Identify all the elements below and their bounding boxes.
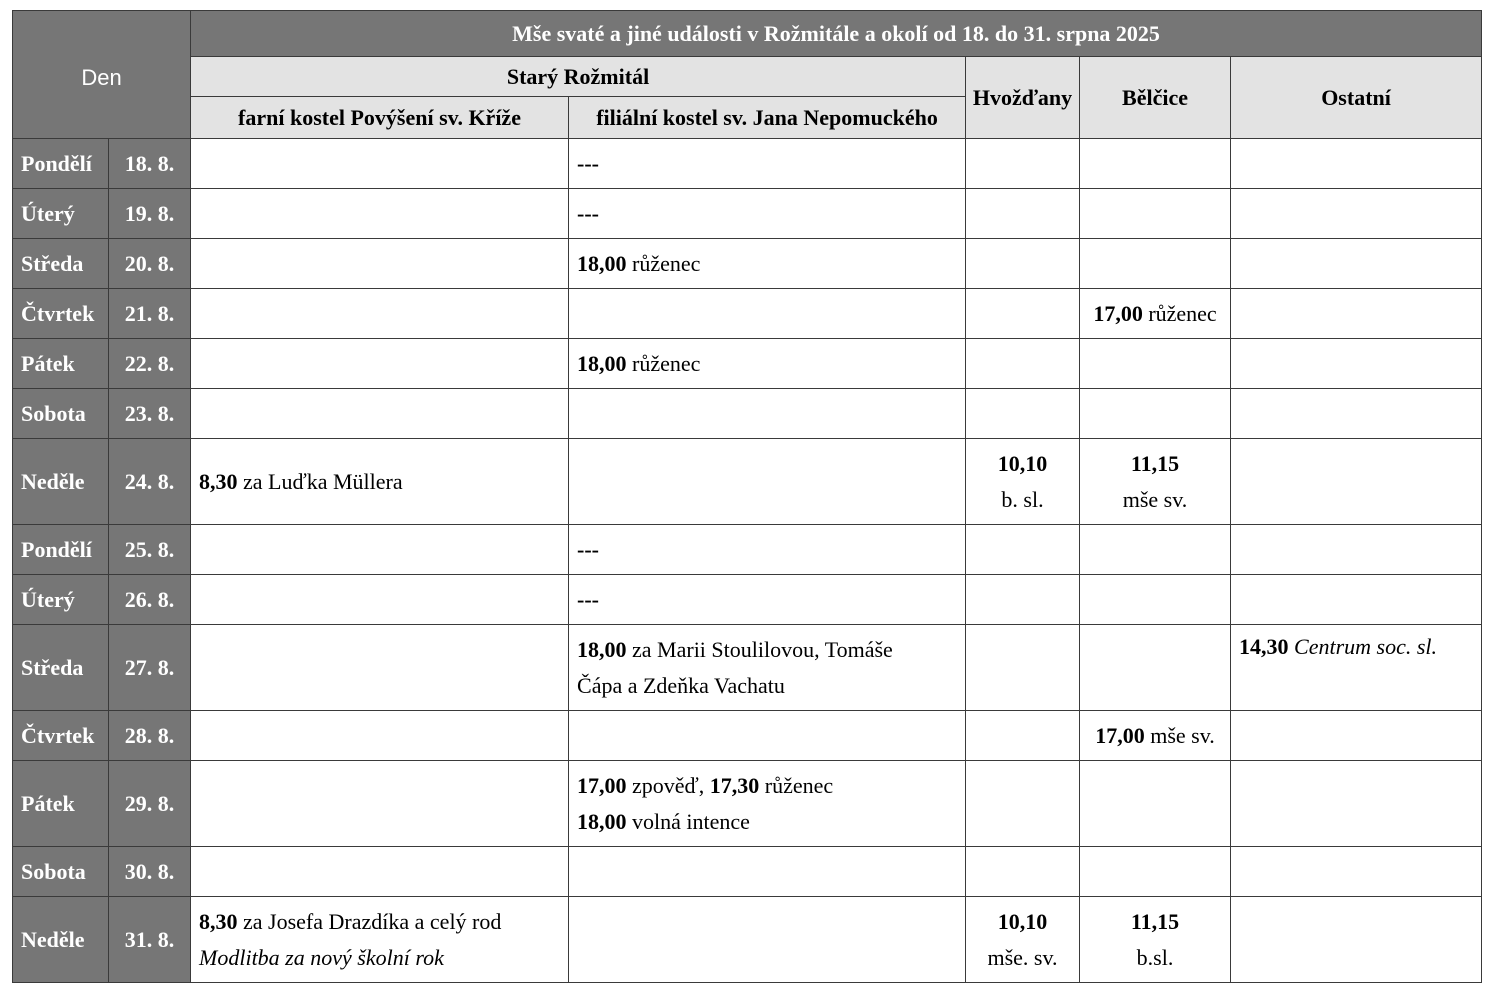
table-row xyxy=(13,847,1482,897)
filialni-cell xyxy=(569,525,966,575)
cell-line xyxy=(1080,482,1230,518)
page-title: Mše svaté a jiné události v Rožmitále a okolí od 18. do 31. srpna 2025 xyxy=(191,11,1482,57)
text-segment: 10,10 xyxy=(997,908,1048,934)
table-row xyxy=(13,897,1482,983)
text-segment: Čápa a Zdeňka Vachatu xyxy=(577,672,785,698)
text-segment: 14,30 xyxy=(1239,634,1289,659)
date-cell: 20. 8. xyxy=(109,239,191,289)
day-cell: Pondělí xyxy=(13,525,109,575)
farni-cell xyxy=(191,625,569,711)
text-segment: Modlitba za nový školní rok xyxy=(199,944,444,970)
belcice-cell xyxy=(1080,575,1231,625)
text-segment: mše sv. xyxy=(1122,486,1188,512)
cell-line xyxy=(1080,446,1230,482)
ostatni-cell xyxy=(1231,339,1482,389)
table-row xyxy=(13,289,1482,339)
filialni-kostel-header: filiální kostel sv. Jana Nepomuckého xyxy=(569,97,966,139)
ostatni-cell xyxy=(1231,847,1482,897)
farni-cell xyxy=(191,289,569,339)
table-row xyxy=(13,189,1482,239)
filialni-cell xyxy=(569,189,966,239)
text-segment: za Josefa Drazdíka a celý rod xyxy=(237,908,502,934)
text-segment: 18,00 xyxy=(577,350,627,376)
text-segment: 18,00 xyxy=(577,808,627,834)
ostatni-cell xyxy=(1231,189,1482,239)
date-cell: 23. 8. xyxy=(109,389,191,439)
hvozdany-cell xyxy=(966,389,1080,439)
hvozdany-cell xyxy=(966,189,1080,239)
ostatni-cell xyxy=(1231,761,1482,847)
text-segment: 17,00 xyxy=(1093,300,1143,326)
date-cell: 18. 8. xyxy=(109,139,191,189)
hvozdany-cell xyxy=(966,139,1080,189)
table-row xyxy=(13,239,1482,289)
farni-cell xyxy=(191,761,569,847)
text-segment: za Marii Stoulilovou, Tomáše xyxy=(626,636,893,662)
table-row xyxy=(13,389,1482,439)
cell-line xyxy=(199,904,568,940)
table-row xyxy=(13,625,1482,711)
cell-line xyxy=(577,346,965,382)
cell-line xyxy=(966,482,1079,518)
text-segment: růženec xyxy=(626,250,701,276)
text-segment: --- xyxy=(577,150,599,176)
farni-cell xyxy=(191,339,569,389)
text-segment: --- xyxy=(577,586,599,612)
date-cell: 19. 8. xyxy=(109,189,191,239)
ostatni-header: Ostatní xyxy=(1231,57,1482,139)
day-cell: Středa xyxy=(13,239,109,289)
day-cell: Sobota xyxy=(13,847,109,897)
cell-line xyxy=(577,668,965,704)
farni-cell xyxy=(191,847,569,897)
filialni-cell xyxy=(569,761,966,847)
cell-line xyxy=(966,940,1079,976)
hvozdany-cell xyxy=(966,761,1080,847)
schedule-body xyxy=(13,139,1482,983)
cell-line xyxy=(199,464,568,500)
belcice-cell xyxy=(1080,339,1231,389)
text-segment: 18,00 xyxy=(577,636,627,662)
filialni-cell xyxy=(569,339,966,389)
hvozdany-cell xyxy=(966,439,1080,525)
text-segment: --- xyxy=(577,536,599,562)
farni-cell xyxy=(191,139,569,189)
day-cell: Úterý xyxy=(13,575,109,625)
hvozdany-cell xyxy=(966,239,1080,289)
text-segment: b. sl. xyxy=(1001,486,1044,512)
text-segment: 11,15 xyxy=(1130,450,1180,476)
table-row xyxy=(13,525,1482,575)
date-cell: 24. 8. xyxy=(109,439,191,525)
date-cell: 29. 8. xyxy=(109,761,191,847)
text-segment: 8,30 xyxy=(199,468,238,494)
belcice-cell xyxy=(1080,189,1231,239)
table-row xyxy=(13,139,1482,189)
filialni-cell xyxy=(569,239,966,289)
date-cell: 31. 8. xyxy=(109,897,191,983)
belcice-cell xyxy=(1080,711,1231,761)
cell-line xyxy=(577,246,965,282)
cell-line xyxy=(1080,940,1230,976)
ostatni-cell xyxy=(1231,711,1482,761)
cell-line xyxy=(577,768,965,804)
farni-cell xyxy=(191,239,569,289)
text-segment: 18,00 xyxy=(577,250,627,276)
cell-line xyxy=(966,904,1079,940)
hvozdany-cell xyxy=(966,625,1080,711)
belcice-cell xyxy=(1080,897,1231,983)
cell-line xyxy=(577,632,965,668)
filialni-cell xyxy=(569,575,966,625)
table-row xyxy=(13,575,1482,625)
filialni-cell xyxy=(569,289,966,339)
belcice-cell xyxy=(1080,847,1231,897)
table-row xyxy=(13,339,1482,389)
belcice-cell xyxy=(1080,625,1231,711)
cell-line xyxy=(577,196,965,232)
text-segment: růženec xyxy=(1142,300,1217,326)
cell-line xyxy=(1239,629,1481,665)
hvozdany-header: Hvožďany xyxy=(966,57,1080,139)
ostatni-cell xyxy=(1231,897,1482,983)
cell-line xyxy=(577,146,965,182)
cell-line xyxy=(577,582,965,618)
day-cell: Sobota xyxy=(13,389,109,439)
ostatni-cell xyxy=(1231,625,1482,711)
belcice-cell xyxy=(1080,389,1231,439)
ostatni-cell xyxy=(1231,575,1482,625)
day-cell: Úterý xyxy=(13,189,109,239)
text-segment: 17,00 xyxy=(1095,722,1145,748)
belcice-header: Bělčice xyxy=(1080,57,1231,139)
farni-cell xyxy=(191,897,569,983)
day-cell: Čtvrtek xyxy=(13,711,109,761)
text-segment: Centrum soc. sl. xyxy=(1294,634,1438,659)
text-segment: --- xyxy=(577,200,599,226)
day-cell: Neděle xyxy=(13,439,109,525)
ostatni-cell xyxy=(1231,389,1482,439)
date-cell: 30. 8. xyxy=(109,847,191,897)
cell-line xyxy=(577,532,965,568)
hvozdany-cell xyxy=(966,711,1080,761)
filialni-cell xyxy=(569,439,966,525)
text-segment: 17,00 xyxy=(577,772,627,798)
hvozdany-cell xyxy=(966,575,1080,625)
text-segment: 17,30 xyxy=(709,772,760,798)
date-cell: 25. 8. xyxy=(109,525,191,575)
date-cell: 21. 8. xyxy=(109,289,191,339)
day-cell: Středa xyxy=(13,625,109,711)
cell-line xyxy=(1080,718,1230,754)
cell-line xyxy=(1080,296,1230,332)
cell-line xyxy=(1080,904,1230,940)
text-segment: za Luďka Müllera xyxy=(237,468,403,494)
date-cell: 27. 8. xyxy=(109,625,191,711)
stary-rozmital-header: Starý Rožmitál xyxy=(191,57,966,97)
day-cell: Neděle xyxy=(13,897,109,983)
farni-cell xyxy=(191,389,569,439)
text-segment: růženec xyxy=(626,350,701,376)
text-segment: 10,10 xyxy=(997,450,1048,476)
date-cell: 22. 8. xyxy=(109,339,191,389)
filialni-cell xyxy=(569,847,966,897)
farni-cell xyxy=(191,525,569,575)
belcice-cell xyxy=(1080,239,1231,289)
day-cell: Pondělí xyxy=(13,139,109,189)
hvozdany-cell xyxy=(966,897,1080,983)
text-segment: 11,15 xyxy=(1130,908,1180,934)
text-segment: b.sl. xyxy=(1136,944,1174,970)
ostatni-cell xyxy=(1231,525,1482,575)
text-segment: mše. sv. xyxy=(987,944,1058,970)
filialni-cell xyxy=(569,625,966,711)
day-cell: Čtvrtek xyxy=(13,289,109,339)
text-segment: volná intence xyxy=(626,808,750,834)
belcice-cell xyxy=(1080,289,1231,339)
day-cell: Pátek xyxy=(13,339,109,389)
cell-line xyxy=(199,940,568,976)
text-segment: 8,30 xyxy=(199,908,238,934)
date-cell: 28. 8. xyxy=(109,711,191,761)
filialni-cell xyxy=(569,711,966,761)
hvozdany-cell xyxy=(966,339,1080,389)
filialni-cell xyxy=(569,139,966,189)
den-header: Den xyxy=(13,11,191,139)
filialni-cell xyxy=(569,897,966,983)
hvozdany-cell xyxy=(966,847,1080,897)
ostatni-cell xyxy=(1231,239,1482,289)
belcice-cell xyxy=(1080,761,1231,847)
hvozdany-cell xyxy=(966,289,1080,339)
text-segment: růženec xyxy=(759,772,834,798)
schedule-table xyxy=(12,10,1482,983)
farni-cell xyxy=(191,439,569,525)
farni-cell xyxy=(191,575,569,625)
cell-line xyxy=(966,446,1079,482)
day-cell: Pátek xyxy=(13,761,109,847)
table-row xyxy=(13,761,1482,847)
ostatni-cell xyxy=(1231,289,1482,339)
ostatni-cell xyxy=(1231,439,1482,525)
table-row xyxy=(13,439,1482,525)
cell-line xyxy=(577,804,965,840)
farni-cell xyxy=(191,711,569,761)
table-row xyxy=(13,711,1482,761)
belcice-cell xyxy=(1080,439,1231,525)
date-cell: 26. 8. xyxy=(109,575,191,625)
belcice-cell xyxy=(1080,525,1231,575)
filialni-cell xyxy=(569,389,966,439)
farni-cell xyxy=(191,189,569,239)
text-segment: mše sv. xyxy=(1144,722,1215,748)
text-segment: zpověď, xyxy=(626,772,710,798)
farni-kostel-header: farní kostel Povýšení sv. Kříže xyxy=(191,97,569,139)
hvozdany-cell xyxy=(966,525,1080,575)
belcice-cell xyxy=(1080,139,1231,189)
ostatni-cell xyxy=(1231,139,1482,189)
